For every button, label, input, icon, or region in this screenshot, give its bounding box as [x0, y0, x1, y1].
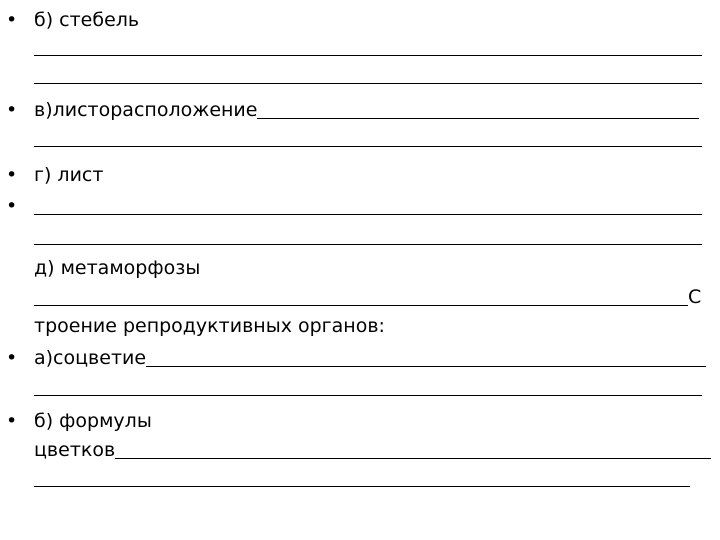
- answer-blank[interactable]: [34, 82, 702, 84]
- section-heading-repro-organs: [34, 313, 385, 339]
- answer-blank[interactable]: [146, 365, 706, 367]
- bullet-marker: •: [6, 99, 18, 121]
- list-item-stem: [34, 7, 139, 33]
- flower-formulas-label-2: цветков: [34, 439, 116, 461]
- answer-blank[interactable]: [34, 304, 688, 306]
- answer-blank[interactable]: [34, 213, 702, 215]
- metamorphoses-tail: С: [688, 286, 702, 308]
- flower-formulas-label: б) формулы: [34, 410, 152, 432]
- answer-line: [34, 125, 702, 151]
- bullet-marker: •: [6, 195, 18, 217]
- answer-line: [34, 465, 690, 491]
- metamorphoses-label: д) метаморфозы: [34, 257, 201, 279]
- bullet-marker: •: [6, 410, 18, 432]
- list-item-inflorescence: [34, 345, 706, 371]
- bullet-marker: •: [6, 164, 18, 186]
- repro-organs-label: троение репродуктивных органов:: [34, 315, 385, 337]
- list-item-flower-formulas-cont: [34, 437, 711, 463]
- answer-blank[interactable]: [34, 394, 702, 396]
- answer-blank[interactable]: [34, 145, 702, 147]
- answer-blank[interactable]: [34, 485, 690, 487]
- list-item-leaf: [34, 162, 103, 188]
- answer-line: [34, 284, 701, 310]
- answer-line: [34, 374, 702, 400]
- bullet-marker: •: [6, 9, 18, 31]
- bullet-marker: •: [6, 347, 18, 369]
- answer-blank[interactable]: [34, 243, 702, 245]
- answer-line: [34, 193, 702, 219]
- answer-blank[interactable]: [115, 457, 711, 459]
- list-item-flower-formulas: [34, 408, 152, 434]
- answer-line: [34, 223, 702, 249]
- stem-label: б) стебель: [34, 9, 140, 31]
- answer-blank[interactable]: [257, 117, 699, 119]
- inflorescence-label: а)соцветие: [34, 347, 147, 369]
- answer-blank[interactable]: [34, 54, 702, 56]
- leaf-arrangement-label: в)листорасположение: [34, 99, 258, 121]
- answer-line: [34, 34, 702, 60]
- answer-line: [34, 62, 702, 88]
- leaf-label: г) лист: [34, 164, 104, 186]
- list-item-metamorphoses: [34, 255, 200, 281]
- list-item-leaf-arrangement: [34, 97, 699, 123]
